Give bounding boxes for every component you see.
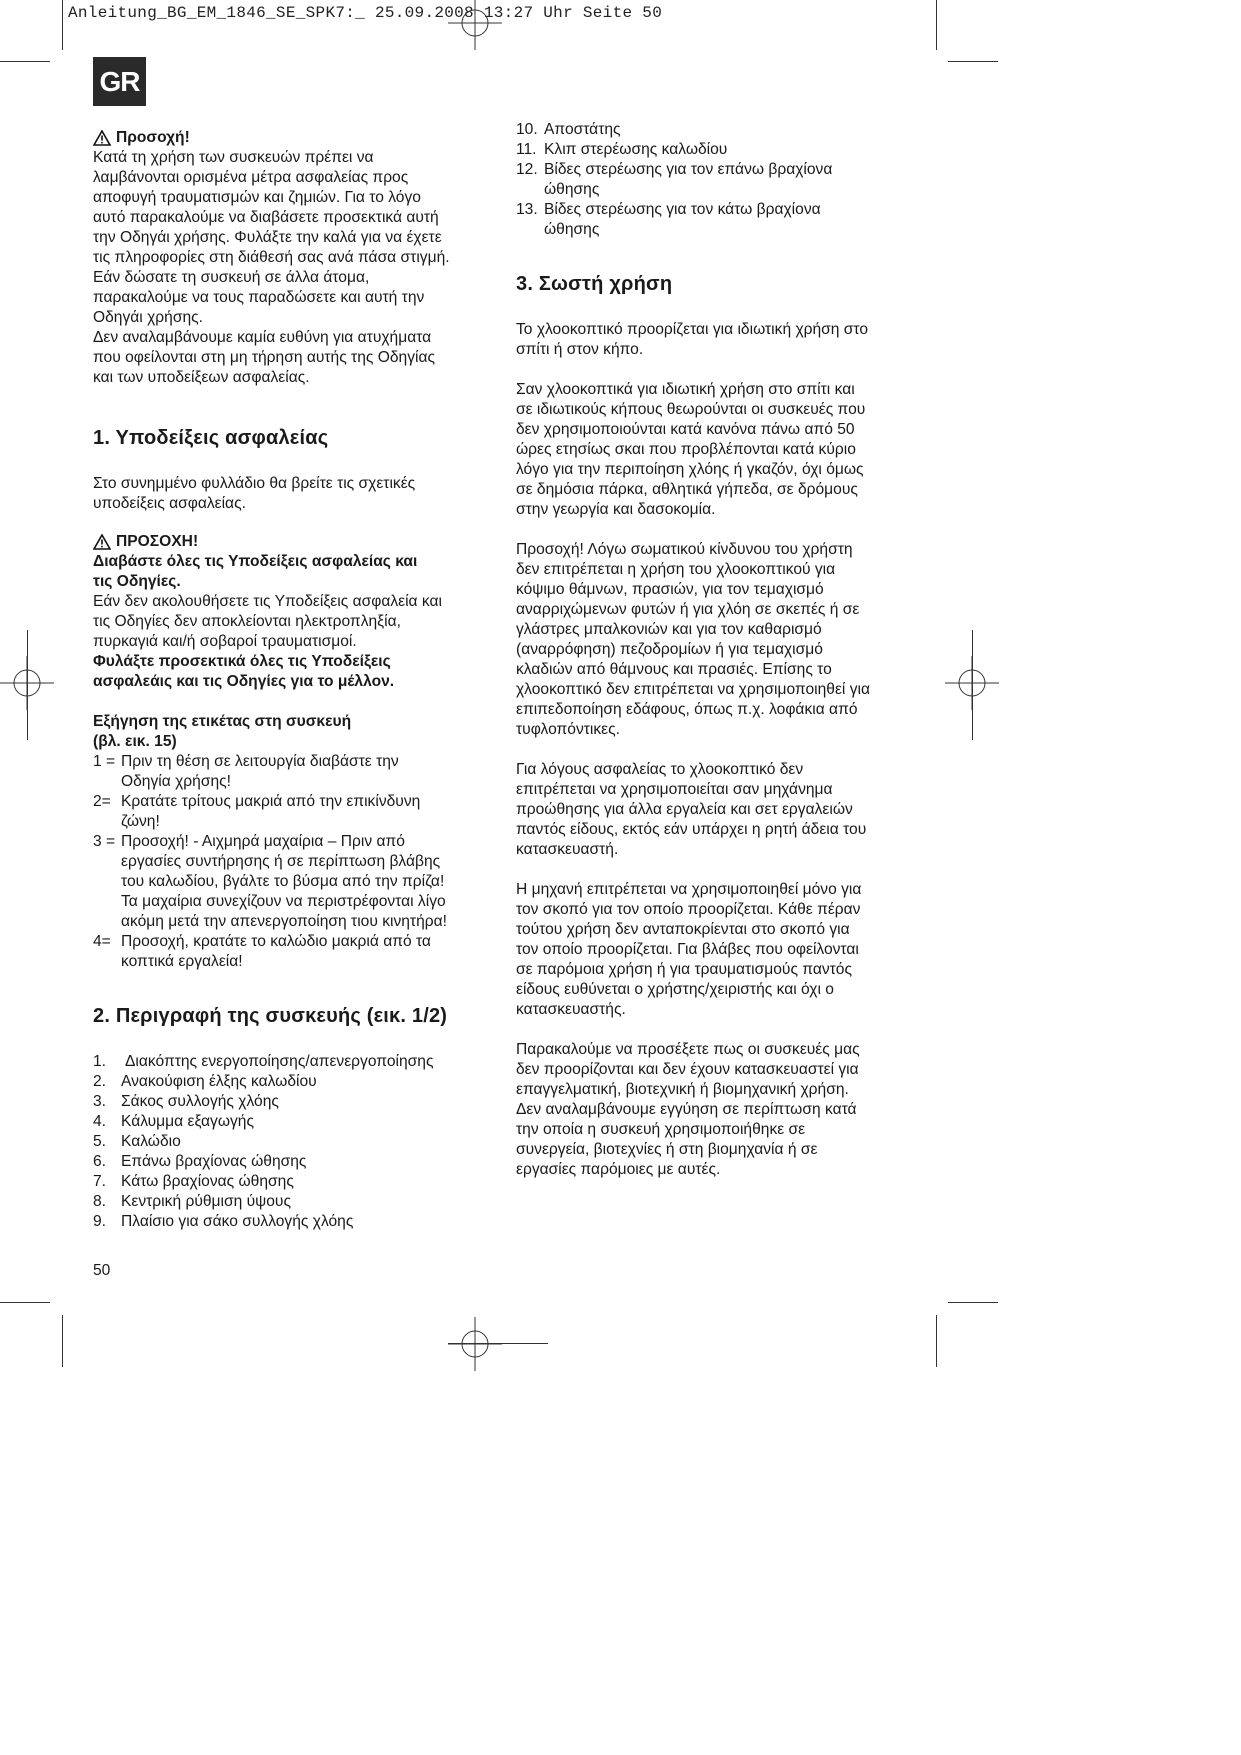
text-line: τις πληροφορίες στη διάθεσή σας ανά πάσα στιγμή.: [93, 249, 450, 266]
part-item: [93, 1212, 493, 1232]
text-line: τούτου χρήση δεν ανταποκρίενται στο σκοπό για: [516, 921, 850, 938]
text-line: κόψιμο θάμνων, πρασιών, για τον τεμαχισμό: [516, 581, 824, 598]
item-number: 6.: [93, 1153, 107, 1170]
section-3-title: 3. Σωστή χρήση: [516, 273, 673, 295]
item-number: 11.: [516, 141, 537, 158]
list-item: [93, 792, 493, 832]
crop-mark: [948, 1302, 998, 1303]
item-number: 9.: [93, 1213, 107, 1230]
text-line: τις Οδηγίες δεν αποκλείονται ηλεκτροπληξία,: [93, 613, 401, 630]
text-line: κλαδιών από θάμνους και πρασιές. Επίσης το: [516, 661, 832, 678]
part-label: Πλαίσιο για σάκο συλλογής χλόης: [121, 1213, 354, 1230]
text-line: Φυλάξτε προσεκτικά όλες τις Υποδείξεις: [93, 653, 391, 670]
text-line: στην γεωργία και δασοκομία.: [516, 501, 716, 518]
text-line: προώθησης για άλλα εργαλεία και σετ εργαλειών: [516, 801, 853, 818]
paragraph: [516, 1040, 916, 1180]
text-line: και των υποδείξεων ασφαλείας.: [93, 369, 310, 386]
text-line: Κατά τη χρήση των συσκευών πρέπει να: [93, 149, 374, 166]
item-number: 13.: [516, 201, 538, 218]
language-badge: GR: [93, 57, 146, 106]
text-line: Παρακαλούμε να προσέξετε πως οι συσκευές μας: [516, 1041, 860, 1058]
label-heading: Εξήγηση της ετικέτας στη συσκευή: [93, 713, 352, 730]
text-line: τις Οδηγίες.: [93, 573, 181, 590]
text-line: Σαν χλοοκοπτικά για ιδιωτική χρήση στο σπίτι και: [516, 381, 855, 398]
text-line: Προσοχή, κρατάτε το καλώδιο μακριά από τα: [121, 933, 431, 950]
item-number: 8.: [93, 1193, 107, 1210]
text-line: Οδηγία χρήσης!: [121, 773, 231, 790]
text-line: δεν χρησιμοποιούνται κατά κανόνα πάνω από 50: [516, 421, 855, 438]
text-line: Δεν αναλαμβάνουμε καμία ευθύνη για ατυχήματα: [93, 329, 432, 346]
item-number: 1.: [93, 1053, 107, 1070]
text-line: κατασκευαστή.: [516, 841, 619, 858]
warning-title: ΠΡΟΣΟΧΗ!: [116, 533, 199, 550]
text-line: υποδείξεις ασφαλείας.: [93, 495, 246, 512]
item-number: 3 =: [93, 833, 116, 850]
text-line: τον σκοπό για τον οποίο προορίζεται. Κάθε πέραν: [516, 901, 861, 918]
crop-mark: [0, 1302, 50, 1303]
crop-mark: [0, 61, 50, 62]
part-item: [93, 1132, 493, 1152]
left-column: [93, 128, 493, 1232]
text-line: λόγο για την περιποίηση χλόης ή γκαζόν, όχι όμως: [516, 461, 864, 478]
text-line: Η μηχανή επιτρέπεται να χρησιμοποιηθεί μόνο για: [516, 881, 862, 898]
text-line: Οδηγάι χρήσης.: [93, 309, 203, 326]
paragraph: [516, 320, 916, 360]
part-item: [516, 200, 916, 240]
list-item: [93, 752, 493, 792]
paragraph: [516, 540, 916, 740]
crop-mark: [972, 630, 973, 740]
list-item: [93, 832, 493, 932]
right-column: [516, 120, 916, 1180]
crop-mark: [62, 1315, 63, 1367]
text-line: Τα μαχαίρια συνεχίζουν να περιστρέφονται λίγο: [121, 893, 446, 910]
text-line: δεν προορίζονται και δεν έχουν κατασκευαστεί για: [516, 1061, 859, 1078]
text-line: ώρες ετησίως σκαι που προβλέπονται κατά κύριο: [516, 441, 856, 458]
item-number: 4=: [93, 933, 111, 950]
part-label: Καλώδιο: [121, 1133, 181, 1150]
caution-heading: [93, 128, 493, 148]
caution-text: [93, 148, 493, 388]
paragraph: [516, 380, 916, 520]
text-line: Πριν τη θέση σε λειτουργία διαβάστε την: [121, 753, 399, 770]
text-line: ακόμη μετά την απενεργοποίηση τιου κινητήρα!: [121, 913, 447, 930]
part-item: [516, 140, 916, 160]
item-number: 2.: [93, 1073, 107, 1090]
warning-triangle-icon: [93, 534, 111, 550]
text-line: ζώνη!: [121, 813, 160, 830]
part-item: [93, 1092, 493, 1112]
crop-mark: [62, 0, 63, 50]
part-item: [516, 120, 916, 140]
text-line: Εάν δώσατε τη συσκευή σε άλλα άτομα,: [93, 269, 370, 286]
text-line: Προσοχή! - Αιχμηρά μαχαίρια – Πριν από: [121, 833, 405, 850]
text-line: λαμβάνονται ορισμένα μέτρα ασφαλείας προς: [93, 169, 409, 186]
text-line: Δεν αναλαμβάνουμε εγγύηση σε περίπτωση κατά: [516, 1101, 857, 1118]
crop-mark: [27, 630, 28, 740]
text-line: Κρατάτε τρίτους μακριά από την επικίνδυνη: [121, 793, 421, 810]
part-item: [93, 1052, 493, 1072]
text-line: εργασίες παρόμοιες με αυτές.: [516, 1161, 721, 1178]
item-number: 12.: [516, 161, 538, 178]
part-label: Κάτω βραχίονας ώθησης: [121, 1173, 294, 1190]
crop-mark: [936, 1315, 937, 1367]
text-line: επαγγελματική, βιοτεχνική ή βιομηχανική χρήση.: [516, 1081, 849, 1098]
text-line: παρακαλούμε να τους παραδώσετε και αυτή την: [93, 289, 425, 306]
text-line: επιπεδοποίηση εδάφους, όπως π.χ. λοφάκια από: [516, 701, 858, 718]
part-label: Βίδες στερέωσης για τον επάνω βραχίονα: [544, 161, 833, 178]
warning-triangle-icon: [93, 130, 111, 146]
paragraph: [516, 760, 916, 860]
text-line: την οποία η συσκευή χρησιμοποιήθηκε σε: [516, 1121, 806, 1138]
item-number: 1 =: [93, 753, 116, 770]
paragraph: [516, 880, 916, 1020]
text-line: Διαβάστε όλες τις Υποδείξεις ασφαλείας και: [93, 553, 418, 570]
text-line: επιτρέπεται να χρησιμοποιείται σαν μηχάνημα: [516, 781, 833, 798]
item-number: 5.: [93, 1133, 107, 1150]
text-line: την Οδηγάι χρήσης. Φυλάξτε την καλά για να έχετε: [93, 229, 442, 246]
text-line: Για λόγους ασφαλείας το χλοοκοπτικό δεν: [516, 761, 804, 778]
caution-title: Προσοχή!: [116, 129, 190, 146]
label-heading: (βλ. εικ. 15): [93, 733, 177, 750]
item-number: 4.: [93, 1113, 107, 1130]
item-number: 7.: [93, 1173, 107, 1190]
crop-mark: [448, 1343, 548, 1344]
text-line: κατασκευαστής.: [516, 1001, 626, 1018]
text-line: Εάν δεν ακολουθήσετε τις Υποδείξεις ασφαλεία και: [93, 593, 442, 610]
part-item: [93, 1192, 493, 1212]
section-1-title: 1. Υποδείξεις ασφαλείας: [93, 427, 329, 449]
text-line: (αναρρόφηση) πεζοδρομίων ή για τεμαχισμό: [516, 641, 823, 658]
text-line: που οφείλονται στη μη τήρηση αυτής της Οδηγίας: [93, 349, 436, 366]
part-item: [93, 1112, 493, 1132]
part-label: Αποστάτης: [544, 121, 621, 138]
text-line: εργασίες συντήρησης ή σε περίπτωση βλάβης: [121, 853, 441, 870]
item-number: 2=: [93, 793, 111, 810]
part-label: Βίδες στερέωσης για τον κάτω βραχίονα: [544, 201, 821, 218]
text-line: αυτό παρακαλούμε να διαβάσετε προσεκτικά αυτή: [93, 209, 439, 226]
list-item: [93, 932, 493, 972]
text-line: χλοοκοπτικό δεν επιτρέπεται να χρησιμοποιηθεί για: [516, 681, 870, 698]
text-line: σπίτι ή στον κήπο.: [516, 341, 644, 358]
text-line: ασφαλεάις και τις Οδηγίες για το μέλλον.: [93, 673, 395, 690]
text-line: κοπτικά εργαλεία!: [121, 953, 243, 970]
part-item: [516, 160, 916, 200]
item-number: 10.: [516, 121, 538, 138]
part-label: Διακόπτης ενεργοποίησης/απενεργοποίησης: [125, 1053, 434, 1070]
part-label: ώθησης: [544, 221, 600, 238]
text-line: γλάστρες μπαλκονιών και για τον καθαρισμό: [516, 621, 822, 638]
crop-mark: [948, 61, 998, 62]
text-line: αποφυγή τραυματισμών και ζημιών. Για το λόγο: [93, 189, 421, 206]
part-item: [93, 1072, 493, 1092]
item-number: 3.: [93, 1093, 107, 1110]
text-line: τυφλοπόντικες.: [516, 721, 620, 738]
part-label: Σάκος συλλογής χλόης: [121, 1093, 279, 1110]
registration-mark-bottom: [448, 1317, 502, 1371]
registration-mark-top: [448, 0, 502, 50]
text-line: τον οποίο προορίζεται. Για βλάβες που οφείλονται: [516, 941, 859, 958]
text-line: σε δημόσια πάρκα, αθλητικά γήπεδα, σε δρόμους: [516, 481, 858, 498]
crop-mark: [936, 0, 937, 50]
text-line: πυρκαγιά και/ή σοβαροί τραυματισμοί.: [93, 633, 357, 650]
page-number: 50: [93, 1262, 111, 1279]
part-item: [93, 1152, 493, 1172]
part-item: [93, 1172, 493, 1192]
text-line: Προσοχή! Λόγω σωματικού κίνδυνου του χρήστη: [516, 541, 853, 558]
text-line: σε ιδιωτικούς κήπους θεωρούνται οι συσκευές που: [516, 401, 866, 418]
part-label: Κεντρική ρύθμιση ύψους: [121, 1193, 291, 1210]
part-label: Κάλυμμα εξαγωγής: [121, 1113, 254, 1130]
text-line: δεν επιτρέπεται η χρήση του χλοοκοπτικού για: [516, 561, 836, 578]
text-line: Στο συνημμένο φυλλάδιο θα βρείτε τις σχετικές: [93, 475, 416, 492]
text-line: σε παρόμοια χρήση ή για τραυματισμούς παντός: [516, 961, 852, 978]
text-line: Το χλοοκοπτικό προορίζεται για ιδιωτική χρήση στο: [516, 321, 869, 338]
warning-heading: [93, 532, 493, 552]
text-line: παντός είδους, εκτός εάν υπάρχει η ρητή άδεια του: [516, 821, 867, 838]
section-2-title: 2. Περιγραφή της συσκευής (εικ. 1/2): [93, 1005, 448, 1027]
text-line: συνεργεία, βιοτεχνίες ή στη βιομηχανία ή σε: [516, 1141, 818, 1158]
part-label: ώθησης: [544, 181, 600, 198]
part-label: Ανακούφιση έλξης καλωδίου: [121, 1073, 317, 1090]
text-line: του καλωδίου, βγάλτε το βύσμα από την πρίζα!: [121, 873, 445, 890]
part-label: Κλιπ στερέωσης καλωδίου: [544, 141, 728, 158]
part-label: Επάνω βραχίονας ώθησης: [121, 1153, 307, 1170]
text-line: αναρριχώμενων φυτών ή για χλόη σε σκεπές ή σε: [516, 601, 860, 618]
print-header: Anleitung_BG_EM_1846_SE_SPK7:_ 25.09.2008 13:27 Uhr Seite 50: [68, 4, 663, 22]
text-line: είδους ευθύνεται ο χρήστης/χειριστής και όχι ο: [516, 981, 834, 998]
